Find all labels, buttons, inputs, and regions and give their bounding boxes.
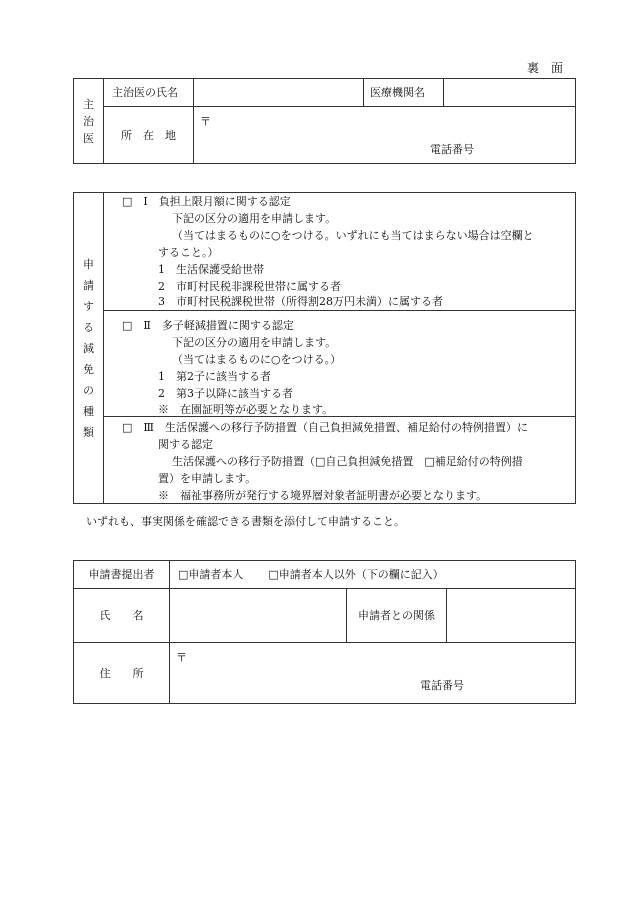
applicant-postal-mark: 〒 (176, 651, 187, 664)
section-1-line: 下記の区分の適用を申請します。 (172, 212, 337, 225)
section-1-option[interactable]: 2 市町村民税非課税世帯に属する者 (158, 280, 341, 293)
section-1-line: （当てはまるものに○をつける。いずれにも当てはまらない場合は空欄と (172, 229, 534, 242)
doctor-address-label: 所 在 地 (121, 128, 176, 142)
relation-field[interactable] (447, 589, 576, 643)
option-other-checkbox[interactable]: □申請者本人以外（下の欄に記入） (268, 568, 444, 581)
page-side-label: 裏 面 (527, 61, 564, 75)
reduction-side-label: 申 請 す る 減 免 の 種 類 (74, 193, 104, 504)
applicant-table (73, 560, 576, 704)
doctor-table (73, 78, 576, 164)
submitter-label: 申請書提出者 (88, 568, 155, 581)
reduction-section-2 (104, 311, 576, 417)
reduction-table (73, 192, 576, 504)
doctor-name-field[interactable] (194, 79, 364, 107)
section-3-line: 関する認定 (158, 438, 213, 451)
section-2-note: ※ 在園証明等が必要となります。 (158, 403, 334, 416)
section-2-heading[interactable]: □ Ⅱ 多子軽減措置に関する認定 (122, 319, 294, 332)
section-2-line: 下記の区分の適用を申請します。 (172, 336, 337, 349)
institution-field[interactable] (444, 79, 576, 107)
doctor-side-label: 主 治 医 (74, 79, 104, 164)
applicant-address-label: 住 所 (99, 666, 144, 680)
section-3-line[interactable]: 生活保護への移行予防措置（□自己負担減免措置 □補足給付の特例措 (172, 455, 523, 468)
institution-label: 医療機関名 (370, 86, 425, 99)
section-1-line: すること。） (158, 246, 219, 259)
applicant-name-field[interactable] (170, 589, 347, 643)
section-2-option[interactable]: 1 第2子に該当する者 (158, 370, 271, 383)
section-1-heading[interactable]: □ Ⅰ 負担上限月額に関する認定 (122, 195, 291, 208)
reduction-section-1 (104, 193, 576, 311)
applicant-phone-label: 電話番号 (420, 679, 464, 692)
attachment-note: いずれも、事実関係を確認できる書類を添付して申請すること。 (86, 515, 405, 528)
section-2-option[interactable]: 2 第3子以降に該当する者 (158, 387, 293, 400)
option-self-checkbox[interactable]: □申請者本人 (178, 568, 244, 581)
section-3-heading[interactable]: □ Ⅲ 生活保護への移行予防措置（自己負担減免措置、補足給付の特例措置）に (122, 421, 528, 434)
section-3-note: ※ 福祉事務所が発行する境界層対象者証明書が必要となります。 (158, 489, 488, 502)
section-1-option[interactable]: 1 生活保護受給世帯 (158, 263, 264, 276)
doctor-address-field[interactable] (194, 107, 576, 164)
section-1-option[interactable]: 3 市町村民税課税世帯（所得割28万円未満）に属する者 (158, 295, 443, 308)
section-3-line: 置）を申請します。 (158, 472, 257, 485)
doctor-postal-mark: 〒 (200, 115, 211, 128)
applicant-name-label: 氏 名 (99, 609, 144, 622)
relation-label: 申請者との関係 (358, 609, 435, 622)
applicant-address-field[interactable] (170, 643, 576, 704)
doctor-name-label: 主治医の氏名 (112, 86, 178, 99)
doctor-phone-label: 電話番号 (430, 143, 474, 156)
reduction-section-3 (104, 417, 576, 504)
section-2-line: （当てはまるものに○をつける。） (172, 353, 342, 366)
